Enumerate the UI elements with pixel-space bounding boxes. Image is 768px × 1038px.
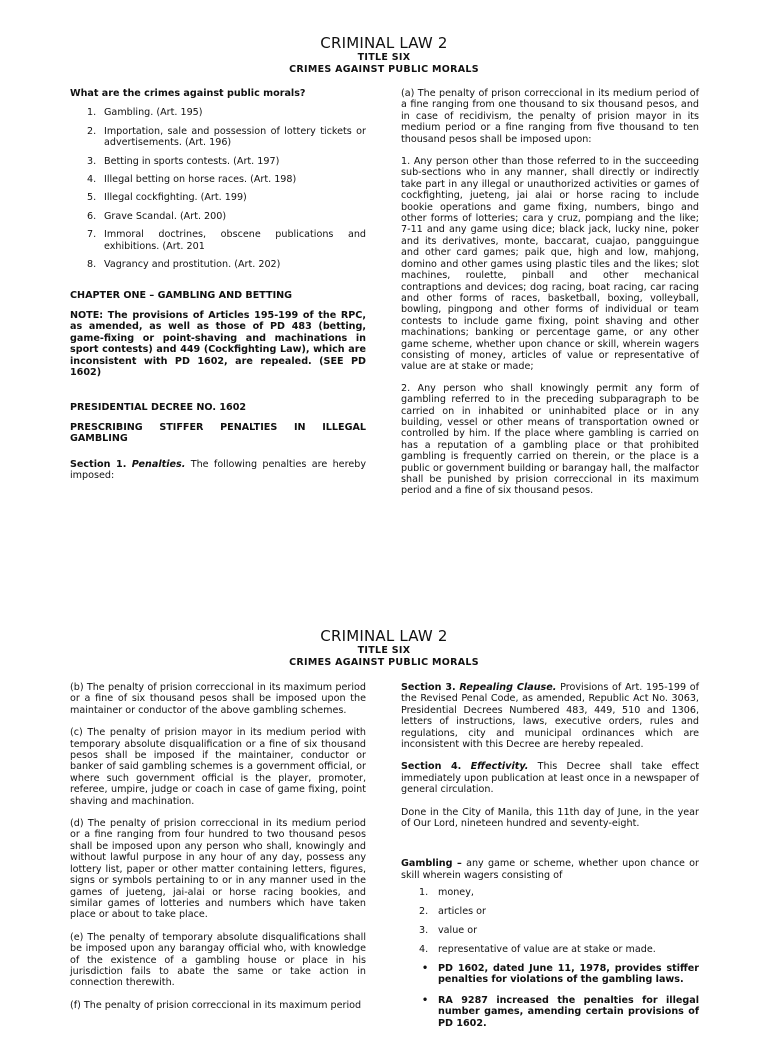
- paragraph-d: (d) The penalty of prision correccional in its medium period or a fine ranging from four hundred to two thousand pesos shall be imposed upon any person who shall, knowingly and without lawful purpose in any hour of any day, possess any lottery list, paper or other matter containing letters, figures, signs or symbols pertaining to or in any manner used in the games of jueteng, jai-alai or horse racing bookies, and similar games of lotteries and numbers which have taken place or about to take place.: [70, 818, 366, 921]
- definition-term: Gambling –: [401, 858, 462, 870]
- item-text: Grave Scandal. (Art. 200): [104, 210, 227, 222]
- right-column: [401, 682, 699, 1038]
- item-number: 6.: [87, 210, 97, 222]
- section-label: Section 3.: [401, 682, 456, 693]
- item-text: money,: [438, 887, 474, 899]
- list-item: [70, 259, 366, 270]
- page-2: [0, 600, 768, 1029]
- list-item: [401, 887, 699, 898]
- list-item: [70, 229, 366, 252]
- definition-text: any game or scheme, whether upon chance or skill wherein wagers consisting of: [401, 858, 699, 881]
- bullet-text: PD 1602, dated June 11, 1978, provides stiffer penalties for violations of the gambling laws.: [438, 962, 699, 986]
- item-text: representative of value are at stake or made.: [438, 944, 656, 955]
- item-text: Illegal cockfighting. (Art. 199): [104, 192, 247, 204]
- item-number: 2.: [419, 906, 429, 918]
- list-item: [70, 107, 366, 118]
- page-title: CRIMINAL LAW 2: [320, 627, 448, 645]
- item-number: 3.: [419, 925, 429, 937]
- item-number: 8.: [87, 259, 97, 271]
- crimes-list: [70, 107, 366, 270]
- note-paragraph: NOTE: The provisions of Articles 195-199 of the RPC, as amended, as well as those of PD 483 (betting, game-fixing or point-shaving and machinations in sport contests) and 449 (Cockfighting Law), which are inconsistent with PD 1602, are repealed. (SEE PD 1602): [70, 309, 366, 378]
- bullet-icon: •: [422, 994, 429, 1006]
- list-item: [401, 906, 699, 917]
- page-subtitle-crimes: CRIMES AGAINST PUBLIC MORALS: [289, 64, 479, 75]
- chapter-heading: CHAPTER ONE – GAMBLING AND BETTING: [70, 290, 293, 302]
- list-item: [70, 126, 366, 149]
- list-item: [401, 925, 699, 936]
- paragraph-f: (f) The penalty of prision correccional in its maximum period: [70, 999, 362, 1011]
- left-column: [70, 682, 366, 1011]
- question-heading: What are the crimes against public morals?: [70, 88, 306, 99]
- gambling-definition: [401, 858, 699, 881]
- decree-title: PRESIDENTIAL DECREE NO. 1602: [70, 402, 247, 414]
- section-text: The following penalties are hereby imposed:: [70, 458, 366, 481]
- page-subtitle-crimes: CRIMES AGAINST PUBLIC MORALS: [289, 657, 479, 668]
- item-number: 2.: [87, 125, 97, 137]
- paragraph-c: (c) The penalty of prision mayor in its medium period with temporary absolute disqualification or a fine of six thousand pesos shall be imposed if the maintainer, conductor or banker of said gambling schemes is a government official, or where such government official is the player, promoter, referee, umpire, judge or coach in case of game fixing, point shaving and machination.: [70, 727, 366, 807]
- bullet-icon: •: [422, 962, 429, 974]
- item-text: Betting in sports contests. (Art. 197): [104, 155, 280, 167]
- section-heading: Penalties.: [131, 458, 186, 470]
- section-text: Provisions of Art. 195-199 of the Revised Penal Code, as amended, Republic Act No. 3063, Presidential Decrees Numbered 483, 449, 510 and 1306, letters of instructions, laws, executive orders, rules and regulations, city and municipal ordinances which are inconsistent with this Decree are hereby repealed.: [401, 682, 699, 751]
- item-text: value or: [438, 925, 478, 937]
- list-item: [401, 963, 699, 986]
- list-item: [70, 192, 366, 203]
- item-text: Importation, sale and possession of lottery tickets or advertisements. (Art. 196): [104, 125, 366, 149]
- item-text: Illegal betting on horse races. (Art. 198): [104, 174, 297, 186]
- section-label: Section 4.: [401, 761, 462, 773]
- decree-subtitle: PRESCRIBING STIFFER PENALTIES IN ILLEGAL GAMBLING: [70, 421, 366, 445]
- page-title: CRIMINAL LAW 2: [320, 34, 448, 52]
- right-column: [401, 88, 699, 497]
- section-heading: Effectivity.: [470, 761, 529, 773]
- section-1: [70, 459, 366, 482]
- section-3: [401, 682, 699, 750]
- list-item: [70, 174, 366, 185]
- list-item: [70, 156, 366, 167]
- item-text: Immoral doctrines, obscene publications and exhibitions. (Art. 201: [104, 229, 366, 252]
- item-number: 1.: [87, 107, 97, 119]
- page-header: [0, 34, 768, 76]
- bullet-list: [401, 963, 699, 1029]
- paragraph-e: (e) The penalty of temporary absolute disqualifications shall be imposed upon any barangay official who, with knowledge of the existence of a gambling house or place in his jurisdiction fails to abate the same or take action in connection therewith.: [70, 931, 366, 989]
- paragraph-a1: 1. Any person other than those referred to in the succeeding sub-sections who in any manner, shall directly or indirectly take part in any illegal or unauthorized activities or games of cockfighting, jueteng, jai alai or horse racing to include bookie operations and game fixing, numbers, bingo and other forms of lotteries; cara y cruz, pompiang and the like; 7-11 and any game using dice; black jack, lucky nine, poker and its derivatives, monte, baccarat, cuajao, pangguingue and other card games; paik que, high and low, mahjong, domino and other games using plastic tiles and the likes; slot machines, roulette, pinball and other mechanical contraptions and devices; dog racing, boat racing, car racing and other forms of races, basketball, boxing, volleyball, bowling, pingpong and other forms of individual or team contests to include game fixing, point shaving and other machinations; banking or percentage game, or any other game scheme, whether upon chance or skill, wherein wagers consisting of money, articles of value or representative of value are at stake or made;: [401, 156, 699, 373]
- wager-list: [401, 887, 699, 955]
- page-subtitle-title: TITLE SIX: [357, 52, 411, 63]
- paragraph-a2: 2. Any person who shall knowingly permit any form of gambling referred to in the preceding subparagraph to be carried on in inhabited or uninhabited place or in any building, vessel or other means of transportation owned or controlled by him. If the place where gambling is carried on has a reputation of a gambling place or that prohibited gambling is frequently carried on therein, or the place is a public or government building or barangay hall, the malfactor shall be punished by prision correccional in its maximum period and a fine of six thousand pesos.: [401, 382, 699, 497]
- item-number: 7.: [87, 229, 97, 241]
- paragraph-b: (b) The penalty of prision correccional in its maximum period or a fine of six thousand pesos shall be imposed upon the maintainer or conductor of the above gambling schemes.: [70, 682, 366, 716]
- section-text: This Decree shall take effect immediately upon publication at least once in a newspaper of general circulation.: [401, 761, 699, 796]
- page-header: [0, 627, 768, 669]
- list-item: [401, 944, 699, 955]
- item-text: Gambling. (Art. 195): [104, 107, 203, 119]
- section-heading: Repealing Clause.: [459, 682, 557, 693]
- done-paragraph: Done in the City of Manila, this 11th day of June, in the year of Our Lord, nineteen hundred and seventy-eight.: [401, 806, 699, 830]
- list-item: [70, 211, 366, 222]
- page-subtitle-title: TITLE SIX: [357, 645, 411, 656]
- item-number: 4.: [87, 174, 97, 186]
- item-number: 4.: [419, 944, 429, 955]
- bullet-text: RA 9287 increased the penalties for illegal number games, amending certain provisions of PD 1602.: [438, 994, 699, 1029]
- item-number: 5.: [87, 192, 97, 204]
- section-4: [401, 761, 699, 795]
- item-text: Vagrancy and prostitution. (Art. 202): [104, 259, 281, 271]
- paragraph-a: (a) The penalty of prison correccional in its medium period of a fine ranging from one thousand to six thousand pesos, and in case of recidivism, the penalty of prision mayor in its medium period or a fine ranging from five thousand to ten thousand pesos shall be imposed upon:: [401, 88, 699, 145]
- item-number: 1.: [419, 887, 429, 899]
- left-column: [70, 88, 366, 481]
- section-label: Section 1.: [70, 458, 127, 470]
- item-number: 3.: [87, 155, 97, 167]
- item-text: articles or: [438, 906, 486, 918]
